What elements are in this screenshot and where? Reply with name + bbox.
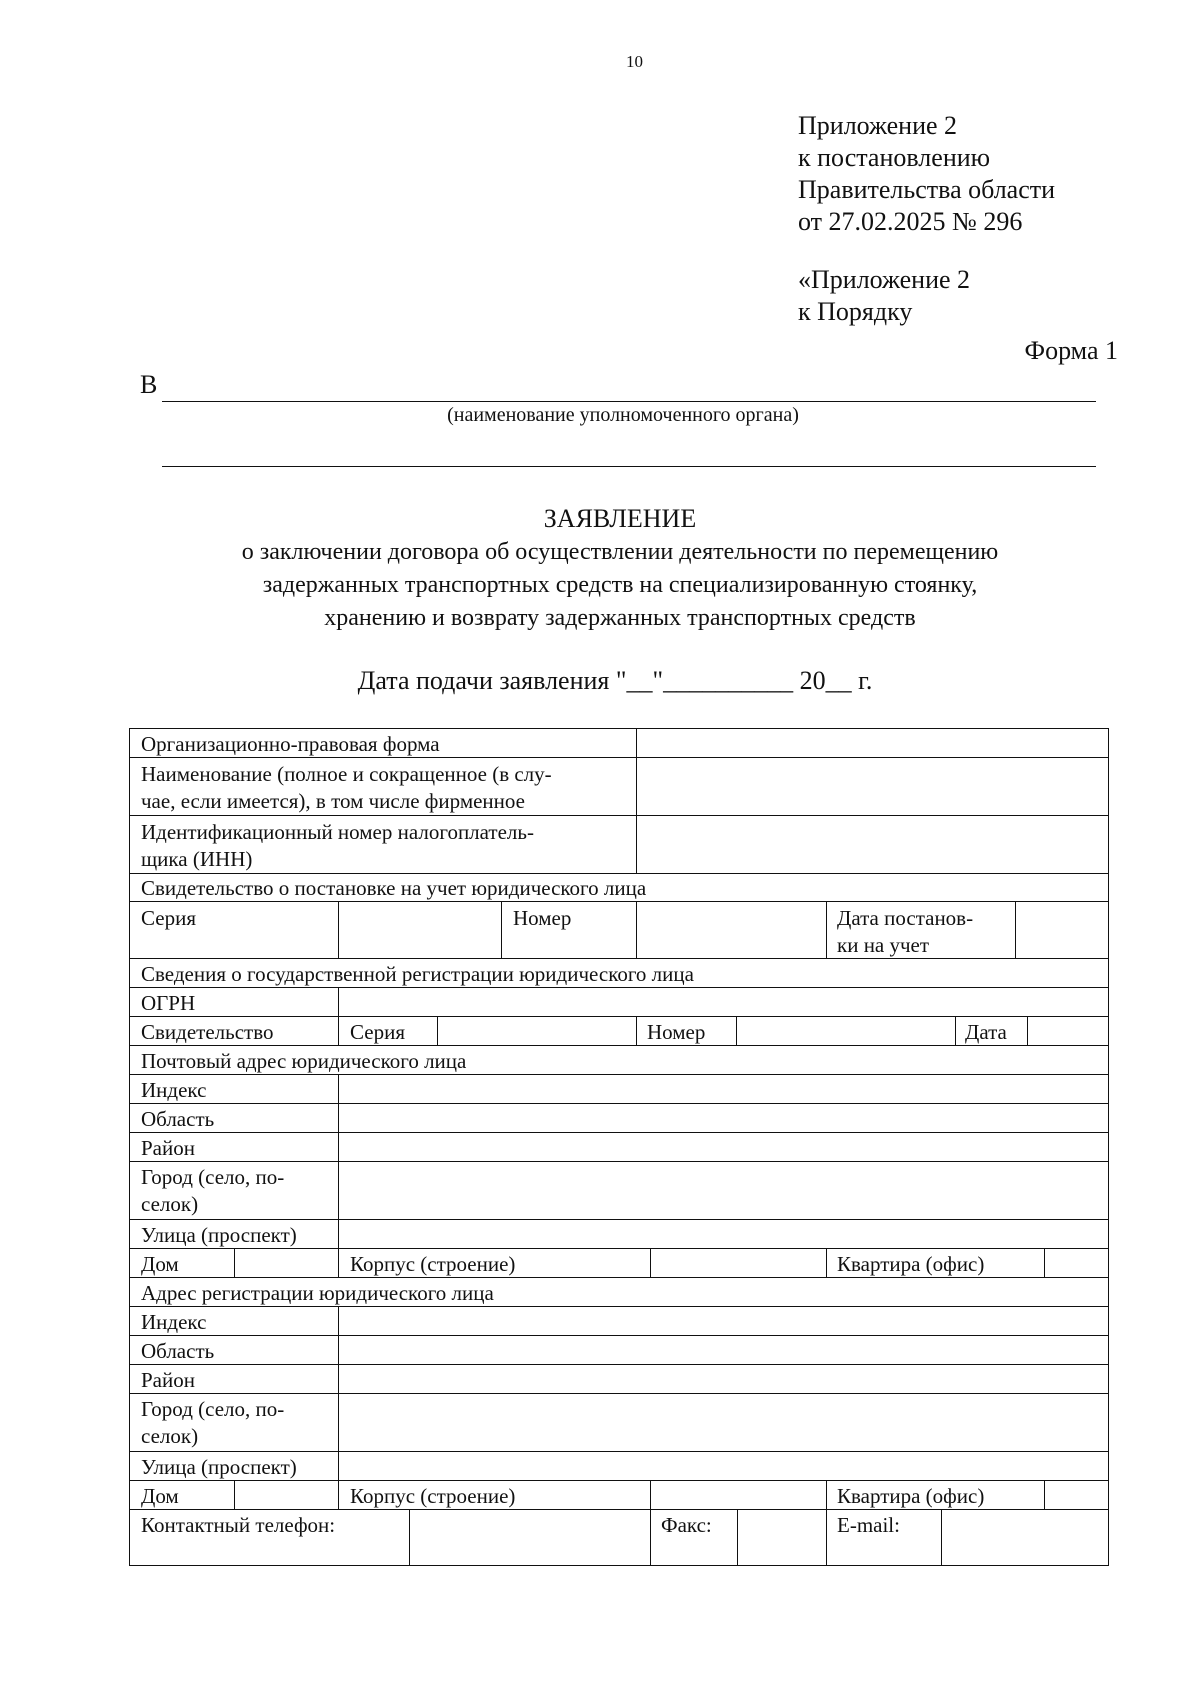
certificate-short-label: Свидетельство <box>141 1020 274 1044</box>
addressee-caption: (наименование уполномоченного органа) <box>447 404 799 426</box>
building-label: Корпус (строение) <box>350 1252 516 1276</box>
number-label: Номер <box>647 1020 706 1044</box>
street-label: Улица (проспект) <box>141 1223 297 1247</box>
number-label: Номер <box>513 906 572 930</box>
certificate-heading: Свидетельство о постановке на учет юридического лица <box>141 876 647 900</box>
building-label: Корпус (строение) <box>350 1484 516 1508</box>
city-label-line: селок) <box>141 1424 199 1448</box>
document-title <box>120 502 1120 635</box>
city-label-line: Город (село, по- <box>141 1397 285 1421</box>
appendix-line: от 27.02.2025 № 296 <box>798 207 1023 236</box>
city-label-line: Город (село, по- <box>141 1165 285 1189</box>
page-number: 10 <box>626 52 643 71</box>
apartment-label: Квартира (офис) <box>837 1252 985 1276</box>
index-label: Индекс <box>141 1078 207 1102</box>
apartment-label: Квартира (офис) <box>837 1484 985 1508</box>
series-label: Серия <box>141 906 196 930</box>
appendix-line: к постановлению <box>798 143 991 172</box>
title-main: ЗАЯВЛЕНИЕ <box>543 504 697 533</box>
district-label: Район <box>141 1136 195 1160</box>
inn-label-line: Идентификационный номер налогоплатель- <box>141 820 534 844</box>
series-label: Серия <box>350 1020 405 1044</box>
name-label-line: Наименование (полное и сокращенное (в слу- <box>141 762 552 786</box>
appendix-ref-line: «Приложение 2 <box>798 265 971 294</box>
org-form-label: Организационно-правовая форма <box>141 732 440 756</box>
form-label: Форма 1 <box>1024 336 1118 365</box>
city-label-line: селок) <box>141 1192 199 1216</box>
fax-label: Факс: <box>661 1513 712 1537</box>
postal-address-heading: Почтовый адрес юридического лица <box>141 1049 467 1073</box>
appendix-header <box>798 110 1055 328</box>
region-label: Область <box>141 1339 215 1363</box>
addressee-line-2 <box>162 466 1096 467</box>
title-line: хранению и возврату задержанных транспортных средств <box>324 605 916 631</box>
house-label: Дом <box>141 1484 179 1508</box>
index-label: Индекс <box>141 1310 207 1334</box>
appendix-ref-line: к Порядку <box>798 297 913 326</box>
house-label: Дом <box>141 1252 179 1276</box>
date-label: Дата <box>965 1020 1007 1044</box>
title-line: задержанных транспортных средств на специализированную стоянку, <box>262 572 978 598</box>
appendix-line: Приложение 2 <box>798 111 958 140</box>
ogrn-label: ОГРН <box>141 991 196 1015</box>
reg-date-label-line: Дата постанов- <box>837 906 974 930</box>
state-registration-heading: Сведения о государственной регистрации юридического лица <box>141 962 694 986</box>
region-label: Область <box>141 1107 215 1131</box>
street-label: Улица (проспект) <box>141 1455 297 1479</box>
submission-date-line: Дата подачи заявления "__"__________ 20__ г. <box>357 666 873 695</box>
name-label-line: чае, если имеется), в том числе фирменное <box>141 789 525 813</box>
district-label: Район <box>141 1368 195 1392</box>
registration-address-heading: Адрес регистрации юридического лица <box>141 1281 494 1305</box>
appendix-line: Правительства области <box>798 175 1056 204</box>
reg-date-label-line: ки на учет <box>837 933 930 957</box>
phone-label: Контактный телефон: <box>141 1513 336 1537</box>
inn-label-line: щика (ИНН) <box>141 847 253 871</box>
addressee-line <box>162 401 1096 402</box>
email-label: E-mail: <box>837 1513 900 1537</box>
addressee-prefix: В <box>140 370 158 399</box>
title-line: о заключении договора об осуществлении деятельности по перемещению <box>241 539 999 565</box>
